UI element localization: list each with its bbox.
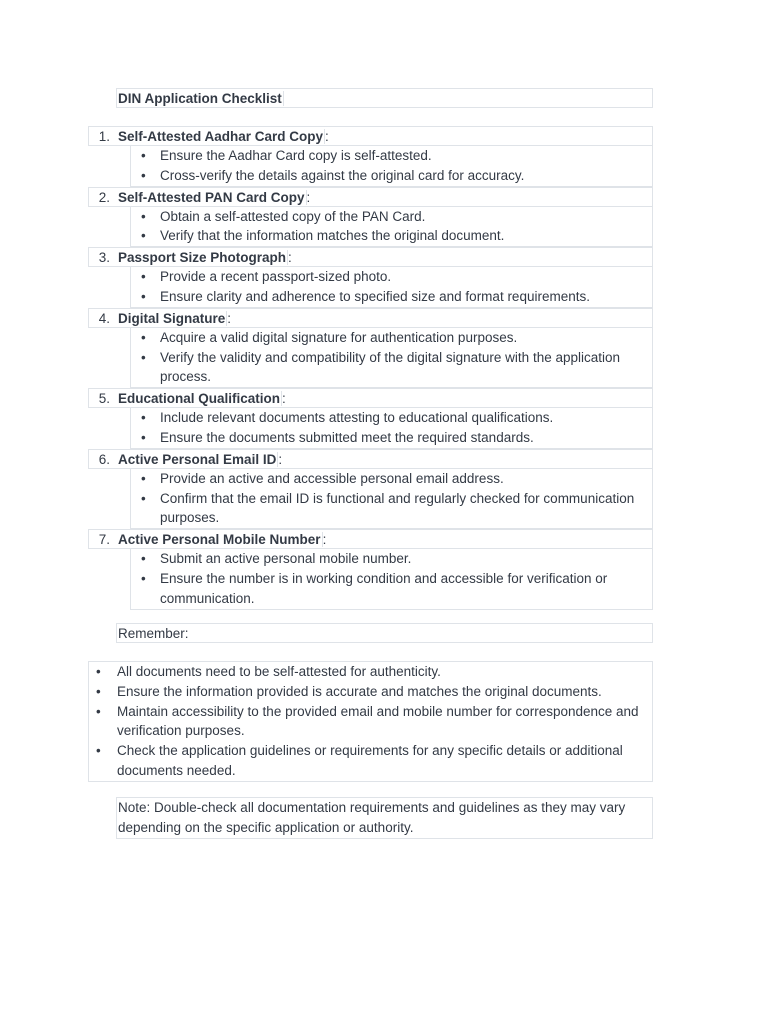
- item-colon: :: [306, 189, 311, 205]
- list-item: • Include relevant documents attesting to educational qualifications.: [131, 408, 652, 428]
- item-colon: :: [322, 532, 327, 548]
- item-number: 3.: [98, 250, 110, 266]
- list-item: • Check the application guidelines or requirements for any specific details or additional documents needed.: [89, 741, 652, 781]
- item-6-details: [130, 469, 653, 529]
- list-item: • All documents need to be self-attested for authenticity.: [89, 662, 652, 682]
- item-title: Digital Signature: [118, 310, 226, 326]
- checklist: [88, 126, 653, 610]
- list-item: • Obtain a self-attested copy of the PAN Card.: [131, 207, 652, 227]
- item-number: 2.: [98, 189, 110, 205]
- list-item: • Ensure the Aadhar Card copy is self-attested.: [131, 146, 652, 166]
- list-item: • Submit an active personal mobile number.: [131, 549, 652, 569]
- item-5-details: [130, 408, 653, 449]
- list-item: • Ensure the number is in working condition and accessible for verification or communication.: [131, 569, 652, 609]
- item-number: 4.: [98, 310, 110, 326]
- checklist-item-4: [88, 308, 653, 328]
- list-item: • Ensure clarity and adherence to specified size and format requirements.: [131, 287, 652, 307]
- item-number: 7.: [98, 532, 110, 548]
- item-title: Active Personal Mobile Number: [118, 532, 321, 548]
- item-colon: :: [288, 250, 292, 266]
- item-2-details: [130, 207, 653, 248]
- item-number: 6.: [98, 451, 110, 467]
- checklist-item-6: [88, 449, 653, 469]
- item-1-details: [130, 146, 653, 187]
- checklist-item-3: [88, 247, 653, 267]
- checklist-item-5: [88, 388, 653, 408]
- checklist-item-1: [88, 126, 653, 146]
- item-title: Active Personal Email ID: [118, 451, 277, 467]
- item-number: 1.: [98, 129, 110, 144]
- remember-list: [88, 661, 653, 782]
- list-item: • Ensure the documents submitted meet the required standards.: [131, 428, 652, 448]
- item-7-details: [130, 549, 653, 609]
- note-text: Note: Double-check all documentation requirements and guidelines as they may vary depending on the specific application or authority.: [116, 797, 653, 839]
- document-title: DIN Application Checklist: [118, 91, 282, 106]
- item-title: Passport Size Photograph: [118, 250, 287, 266]
- list-item: • Cross-verify the details against the original card for accuracy.: [131, 166, 652, 186]
- item-title: Educational Qualification: [118, 391, 281, 407]
- list-item: • Ensure the information provided is accurate and matches the original documents.: [89, 682, 652, 702]
- item-title: Self-Attested Aadhar Card Copy: [118, 129, 324, 144]
- list-item: • Acquire a valid digital signature for authentication purposes.: [131, 328, 652, 348]
- list-item: • Provide a recent passport-sized photo.: [131, 267, 652, 287]
- item-number: 5.: [98, 391, 110, 407]
- list-item: • Maintain accessibility to the provided email and mobile number for correspondence and verification purposes.: [89, 702, 652, 742]
- item-title: Self-Attested PAN Card Copy: [118, 189, 305, 205]
- item-4-details: [130, 328, 653, 388]
- list-item: • Provide an active and accessible personal email address.: [131, 469, 652, 489]
- item-colon: :: [227, 310, 232, 326]
- remember-label: Remember:: [116, 623, 653, 643]
- checklist-item-7: [88, 529, 653, 549]
- checklist-item-2: [88, 187, 653, 207]
- list-item: • Verify that the information matches the original document.: [131, 226, 652, 246]
- item-colon: :: [282, 391, 286, 407]
- item-colon: :: [325, 129, 329, 144]
- document-title-box: [116, 88, 653, 108]
- list-item: • Confirm that the email ID is functional and regularly checked for communication purposes.: [131, 489, 652, 529]
- item-colon: :: [278, 451, 283, 467]
- item-3-details: [130, 267, 653, 308]
- list-item: • Verify the validity and compatibility of the digital signature with the application process.: [131, 348, 652, 388]
